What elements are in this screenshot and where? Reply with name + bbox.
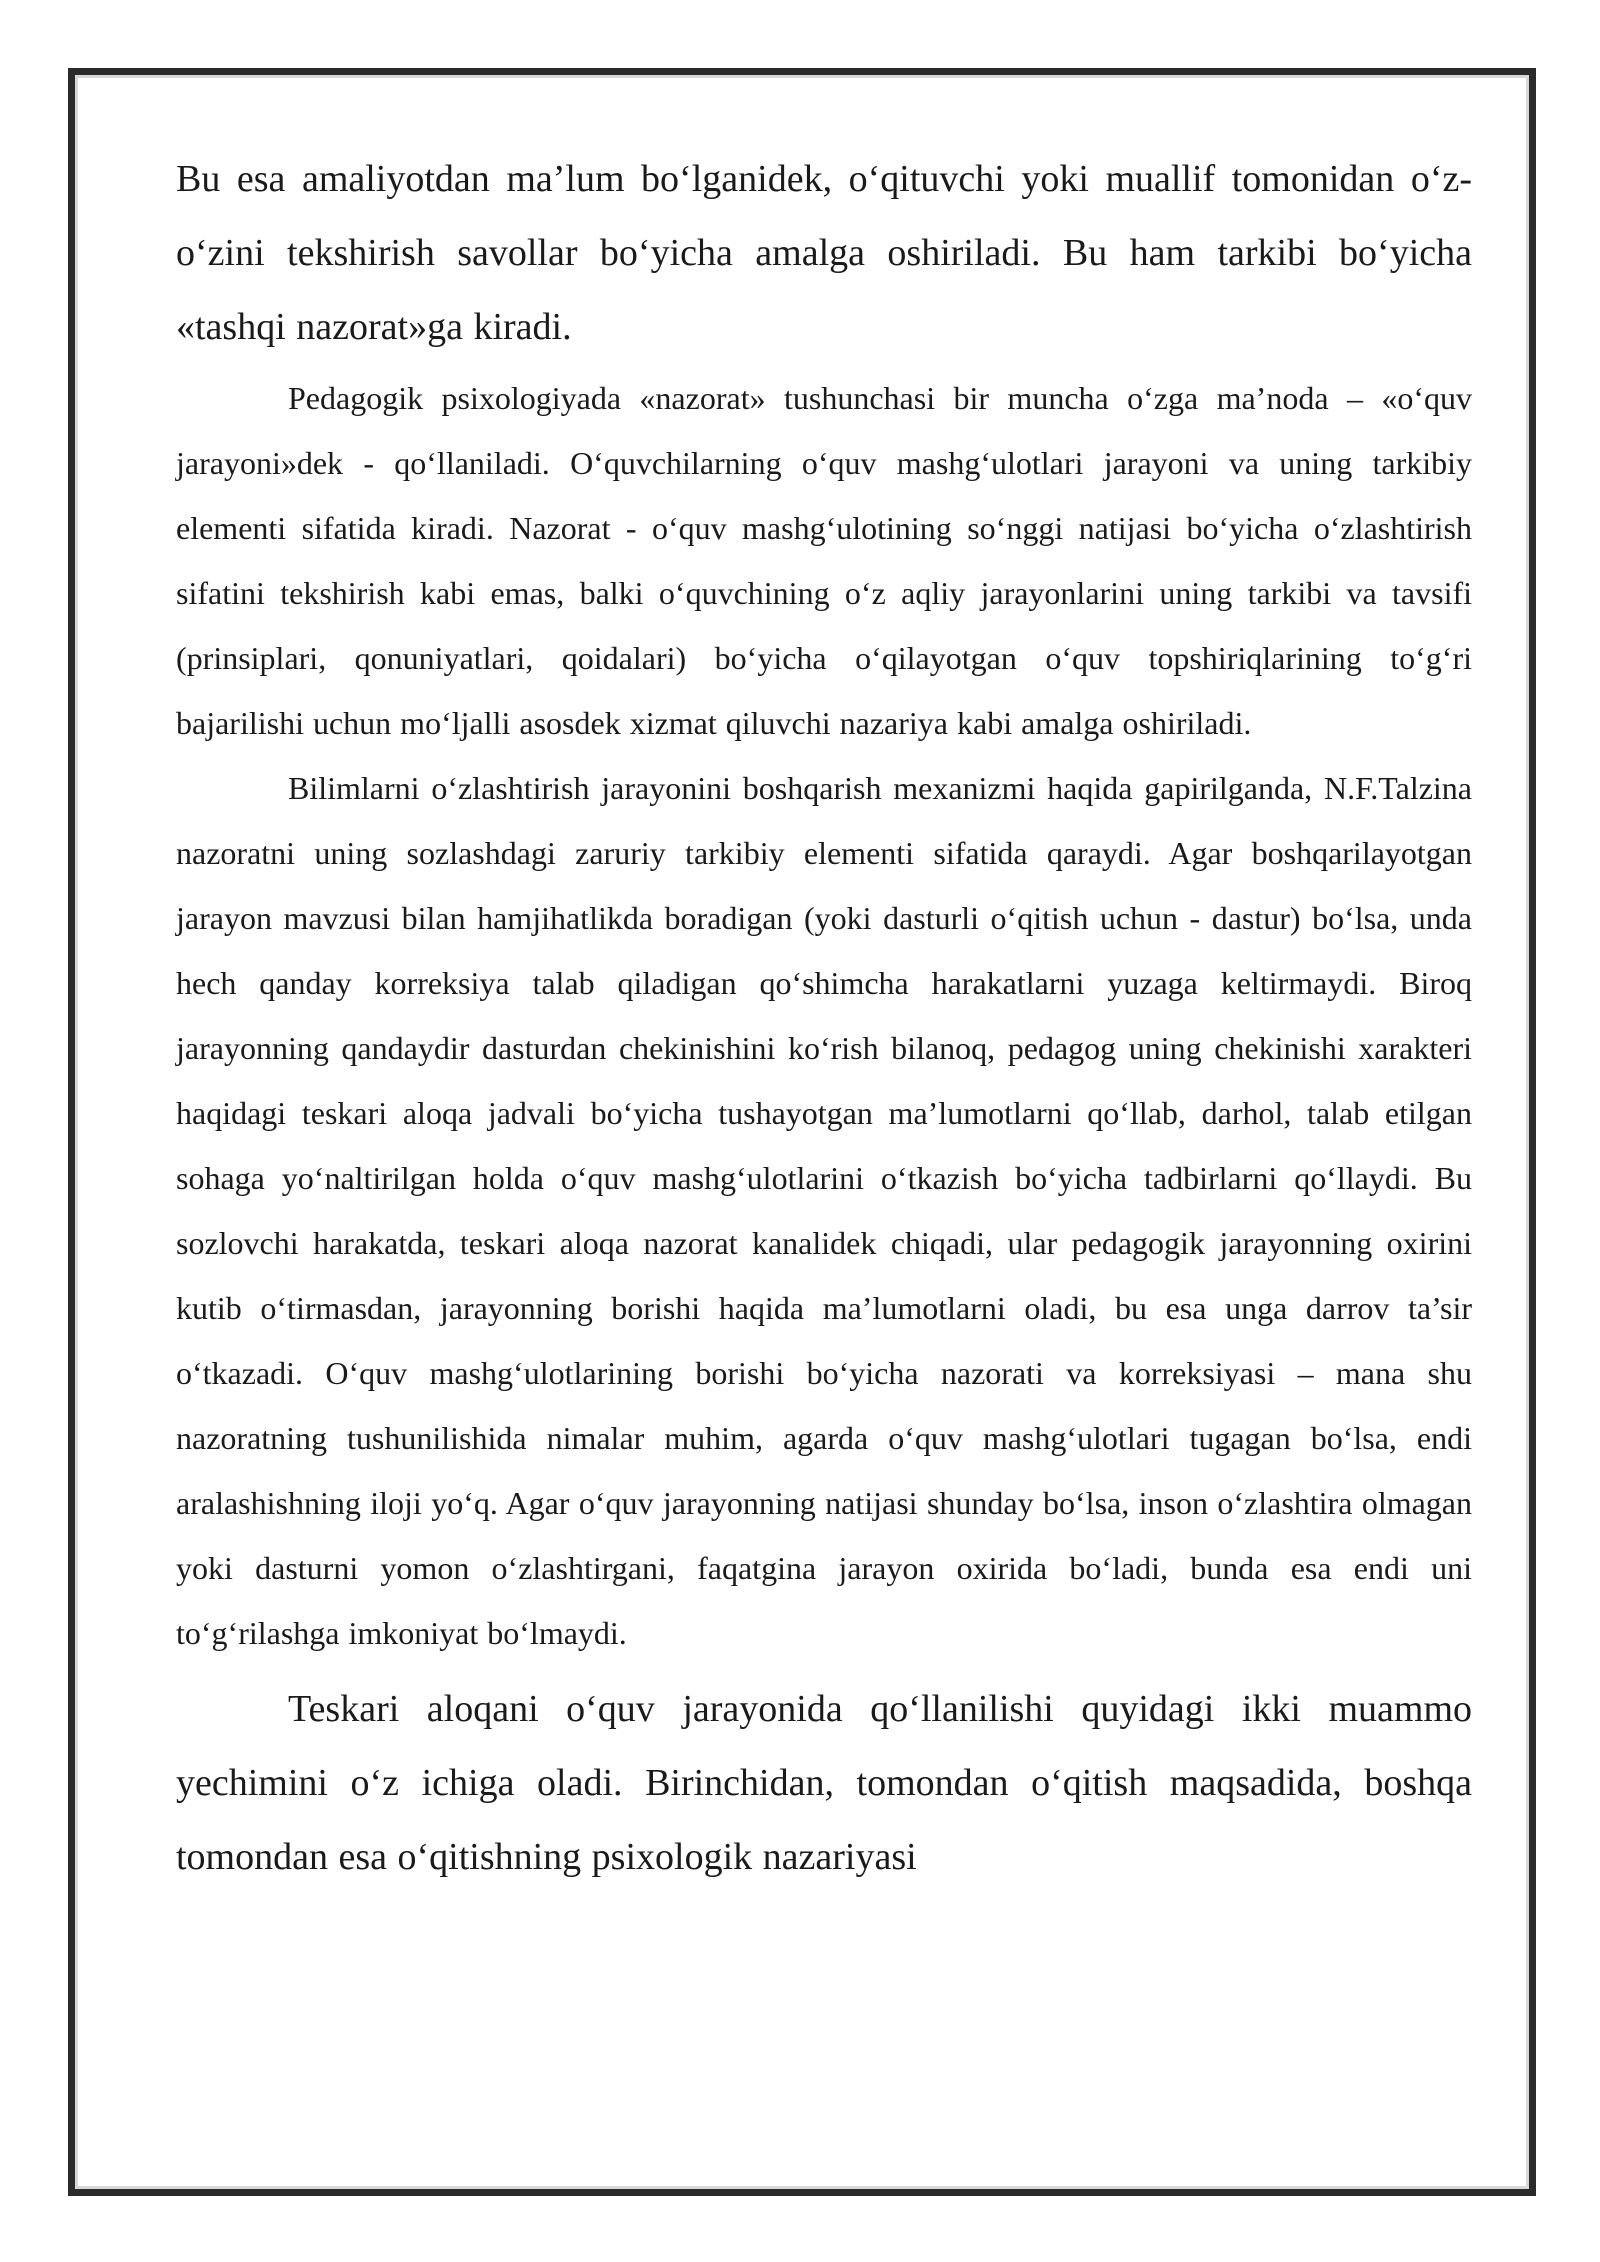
paragraph-4: Teskari aloqani o‘quv jarayonida qo‘llanilishi quyidagi ikki muammo yechimini o‘z ichiga oladi. Birinchidan, tomondan o‘qitish maqsadida, boshqa tomondan esa o‘qitishning psixologik nazariyasi	[176, 1688, 1472, 1878]
paragraph-3: Bilimlarni o‘zlashtirish jarayonini boshqarish mexanizmi haqida gapirilganda, N.F.Talzina nazoratni uning sozlashdagi zaruriy tarkibiy elementi sifatida qaraydi. Agar boshqarilayotgan jarayon mavzusi bilan hamjihatlikda boradigan (yoki dasturli o‘qitish uchun - dastur) bo‘lsa, unda hech qanday korreksiya talab qiladigan qo‘shimcha harakatlarni yuzaga keltirmaydi. Biroq jarayonning qandaydir dasturdan chekinishini ko‘rish bilanoq, pedagog uning chekinishi xarakteri haqidagi teskari aloqa jadvali bo‘yicha tushayotgan ma’lumotlarni qo‘llab, darhol, talab etilgan sohaga yo‘naltirilgan holda o‘quv mashg‘ulotlarini o‘tkazish bo‘yicha tadbirlarni qo‘llaydi. Bu sozlovchi harakatda, teskari aloqa nazorat kanalidek chiqadi, ular pedagogik jarayonning oxirini kutib o‘tirmasdan, jarayonning borishi haqida ma’lumotlarni oladi, bu esa unga darrov ta’sir o‘tkazadi. O‘quv mashg‘ulotlarining borishi bo‘yicha nazorati va korreksiyasi – mana shu nazoratning tushunilishida nimalar muhim, agarda o‘quv mashg‘ulotlari tugagan bo‘lsa, endi aralashishning iloji yo‘q. Agar o‘quv jarayonning natijasi shunday bo‘lsa, inson o‘zlashtira olmagan yoki dasturni yomon o‘zlashtirgani, faqatgina jarayon oxirida bo‘ladi, bunda esa endi uni to‘g‘rilashga imkoniyat bo‘lmaydi.	[176, 770, 1472, 1651]
document-body	[176, 142, 1472, 1894]
paragraph-2: Pedagogik psixologiyada «nazorat» tushunchasi bir muncha o‘zga ma’noda – «o‘quv jarayoni»dek - qo‘llaniladi. O‘quvchilarning o‘quv mashg‘ulotlari jarayoni va uning tarkibiy elementi sifatida kiradi. Nazorat - o‘quv mashg‘ulotining so‘nggi natijasi bo‘yicha o‘zlashtirish sifatini tekshirish kabi emas, balki o‘quvchining o‘z aqliy jarayonlarini uning tarkibi va tavsifi (prinsiplari, qonuniyatlari, qoidalari) bo‘yicha o‘qilayotgan o‘quv topshiriqlarining to‘g‘ri bajarilishi uchun mo‘ljalli asosdek xizmat qiluvchi nazariya kabi amalga oshiriladi.	[176, 380, 1472, 741]
paragraph-1: Bu esa amaliyotdan ma’lum bo‘lganidek, o‘qituvchi yoki muallif tomonidan o‘z-o‘zini tekshirish savollar bo‘yicha amalga oshiriladi. Bu ham tarkibi bo‘yicha «tashqi nazorat»ga kiradi.	[176, 158, 1472, 348]
